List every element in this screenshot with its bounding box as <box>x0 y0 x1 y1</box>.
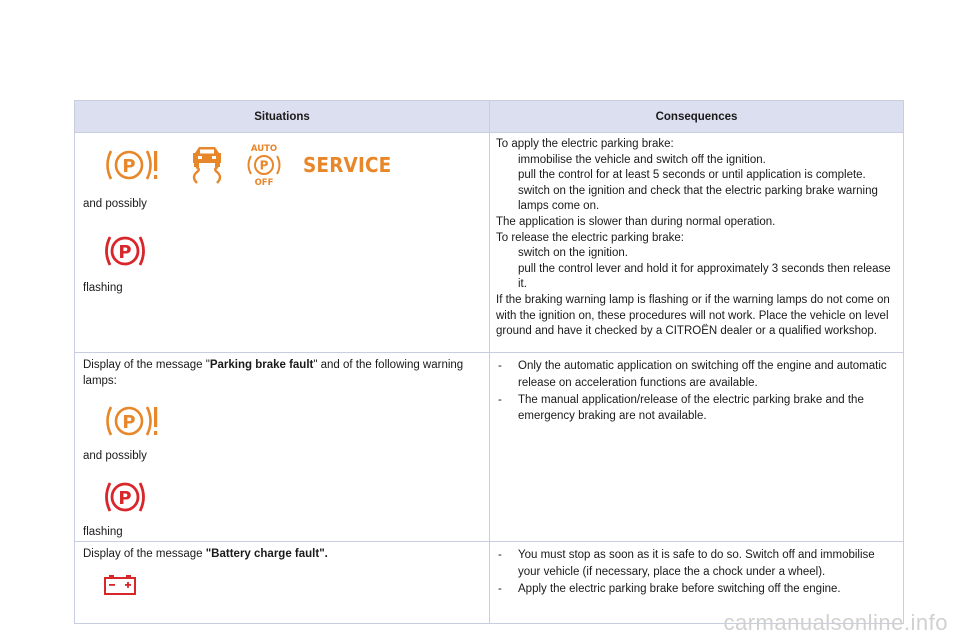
dash-symbol: - <box>498 393 502 406</box>
bullet-item <box>496 184 895 215</box>
dash-text: You must stop as soon as it is safe to do so. Switch off and immobilise your vehicle (if necessary, place the a chock under a wheel). <box>518 549 875 578</box>
auto-parking-brake-off-icon <box>245 143 283 187</box>
bullet-symbol <box>496 262 518 293</box>
stability-control-icon <box>187 145 227 185</box>
bullet-text: immobilise the vehicle and switch off the ignition. <box>518 153 766 166</box>
svg-text:AUTO: AUTO <box>250 144 278 154</box>
dash-text: Only the automatic application on switching off the engine and automatic release on acceleration functions are available. <box>518 360 887 389</box>
bullet-text: pull the control for at least 5 seconds or until application is complete. <box>518 169 866 182</box>
consequence-list <box>496 547 895 597</box>
bullet-item <box>496 246 895 262</box>
bullet-item <box>496 168 895 184</box>
watermark-logo: carmanualsonline.info <box>723 610 948 635</box>
situation-intro: Display of the message "Parking brake fault" and of the following warning lamps: <box>83 359 464 387</box>
bullet-text: switch on the ignition and check that the electric parking brake warning lamps come on. <box>518 184 878 213</box>
bullet-symbol <box>496 168 518 184</box>
consequence-text: If the braking warning lamp is flashing or if the warning lamps do not come on with the ignition on, these procedures will not work. Place the vehicle on level ground and have it checked by a CITROËN dealer or a qualified workshop. <box>496 293 890 338</box>
and-possibly-label: and possibly <box>83 198 147 210</box>
dash-symbol: - <box>498 360 502 372</box>
svg-text:OFF: OFF <box>254 178 274 187</box>
svg-text:P: P <box>118 488 132 509</box>
bullet-item <box>496 262 895 293</box>
flashing-label: flashing <box>83 526 123 538</box>
header-consequences: Consequences <box>490 101 904 133</box>
situation-intro: Display of the message "Battery charge fault". <box>83 548 328 560</box>
battery-icon <box>103 574 481 596</box>
dash-item <box>496 547 895 581</box>
dash-item <box>496 581 895 598</box>
warning-table <box>74 100 904 624</box>
situation-cell <box>75 353 490 542</box>
dash-text: Apply the electric parking brake before switching off the engine. <box>518 582 841 595</box>
svg-text:P: P <box>122 412 136 433</box>
consequence-text: The application is slower than during normal operation. <box>496 215 776 228</box>
flashing-label: flashing <box>83 282 123 294</box>
consequence-cell <box>490 133 904 353</box>
bullet-symbol <box>496 246 518 262</box>
bullet-item <box>496 153 895 169</box>
svg-text:P: P <box>118 242 132 263</box>
situation-cell <box>75 133 490 353</box>
dash-symbol: - <box>498 549 502 561</box>
consequence-list <box>496 137 895 340</box>
bullet-symbol <box>496 153 518 169</box>
consequence-text: To release the electric parking brake: <box>496 231 684 244</box>
consequence-cell <box>490 353 904 542</box>
parking-brake-warning-icon <box>103 401 159 441</box>
bullet-symbol <box>496 184 518 215</box>
parking-brake-warning-icon <box>103 145 159 185</box>
parking-brake-red-icon <box>103 231 147 271</box>
dash-item <box>496 392 895 426</box>
bullet-text: switch on the ignition. <box>518 247 628 260</box>
and-possibly-label: and possibly <box>83 450 147 462</box>
table-row <box>75 133 904 353</box>
consequence-list <box>496 358 895 425</box>
consequence-text: To apply the electric parking brake: <box>496 138 674 150</box>
dash-item <box>496 358 895 392</box>
bullet-text: pull the control lever and hold it for approximately 3 seconds then release it. <box>518 262 891 291</box>
table-row <box>75 353 904 542</box>
svg-text:P: P <box>122 156 136 177</box>
svg-text:P: P <box>259 158 269 173</box>
dash-text: The manual application/release of the electric parking brake and the emergency braking are not available. <box>518 393 864 423</box>
header-situations: Situations <box>75 101 490 133</box>
dash-symbol: - <box>498 582 502 595</box>
situation-cell <box>75 542 490 624</box>
service-icon: SERVICE <box>303 153 392 177</box>
parking-brake-red-icon <box>103 477 147 517</box>
